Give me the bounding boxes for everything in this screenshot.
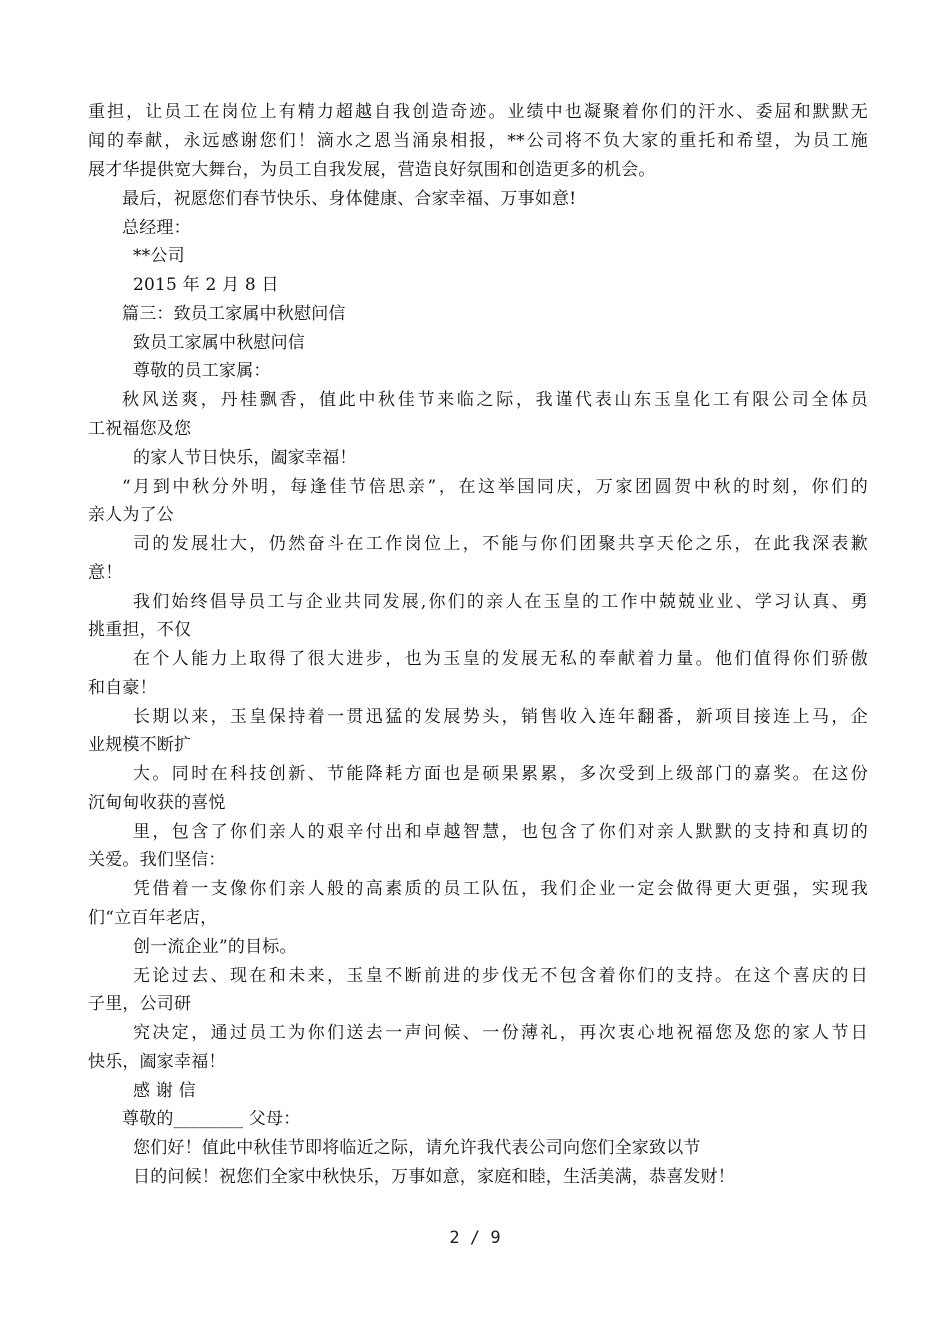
letter-title: 致员工家属中秋慰问信	[133, 333, 305, 353]
text-line: 秋风送爽，丹桂飘香，值此中秋佳节来临之际，我谨代表山东玉皇化工有限公司全体员	[122, 390, 868, 410]
text-line: 沉甸甸收获的喜悦	[88, 793, 226, 813]
text-line: “月到中秋分外明，每逢佳节倍思亲”，在这举国同庆，万家团圆贺中秋的时刻，你们的	[122, 477, 868, 497]
text-line: 司的发展壮大，仍然奋斗在工作岗位上，不能与你们团聚共享天伦之乐，在此我深表歉	[133, 534, 868, 554]
text-line: 在个人能力上取得了很大进步，也为玉皇的发展无私的奉献着力量。他们值得你们骄傲	[133, 649, 868, 669]
text-line: 最后，祝愿您们春节快乐、身体健康、合家幸福、万事如意!	[122, 189, 577, 209]
text-line: 凭借着一支像你们亲人般的高素质的员工队伍，我们企业一定会做得更大更强，实现我	[133, 879, 868, 899]
text-line: 无论过去、现在和未来，玉皇不断前进的步伐无不包含着你们的支持。在这个喜庆的日	[133, 966, 868, 986]
text-line: 闻的奉献，永远感谢您们！滴水之恩当涌泉相报，**公司将不负大家的重托和希望，为员工施	[88, 131, 868, 151]
text-line: 我们始终倡导员工与企业共同发展,你们的亲人在玉皇的工作中兢兢业业、学习认真、勇	[133, 592, 868, 612]
text-line: 究决定，通过员工为你们送去一声问候、一份薄礼，再次衷心地祝福您及您的家人节日	[133, 1023, 868, 1043]
text-line: 日的问候！祝您们全家中秋快乐，万事如意，家庭和睦，生活美满，恭喜发财！	[133, 1167, 735, 1187]
text-line: **公司	[133, 246, 185, 266]
text-line: 长期以来，玉皇保持着一贯迅猛的发展势头，销售收入连年翻番，新项目接连上马，企	[133, 707, 868, 727]
text-line: 大。同时在科技创新、节能降耗方面也是硕果累累，多次受到上级部门的嘉奖。在这份	[133, 764, 868, 784]
text-line: 里，包含了你们亲人的艰辛付出和卓越智慧，也包含了你们对亲人默默的支持和真切的	[133, 822, 868, 842]
text-line: 快乐，阖家幸福！	[88, 1052, 226, 1072]
section-heading: 篇三：致员工家属中秋慰问信	[122, 304, 346, 324]
text-line: 重担，让员工在岗位上有精力超越自我创造奇迹。业绩中也凝聚着你们的汗水、委屈和默默无	[88, 102, 868, 122]
letter-salutation: 尊敬的________ 父母：	[122, 1109, 301, 1129]
page-number: 2 / 9	[449, 1228, 501, 1248]
text-line: 子里，公司研	[88, 994, 192, 1014]
text-line: 的家人节日快乐，阖家幸福！	[133, 448, 357, 468]
text-line: 2015 年 2 月 8 日	[133, 275, 279, 295]
text-line: 您们好！值此中秋佳节即将临近之际，请允许我代表公司向您们全家致以节	[133, 1138, 701, 1158]
text-line: 们“立百年老店，	[88, 908, 218, 928]
text-line: 意！	[88, 563, 123, 583]
text-line: 总经理：	[122, 218, 191, 238]
text-line: 亲人为了公	[88, 505, 174, 525]
text-line: 创一流企业”的目标。	[133, 937, 297, 957]
text-line: 关爱。我们坚信：	[88, 850, 226, 870]
text-line: 和自豪！	[88, 678, 157, 698]
text-line: 展才华提供宽大舞台，为员工自我发展，营造良好氛围和创造更多的机会。	[88, 160, 656, 180]
letter-salutation: 尊敬的员工家属：	[133, 361, 271, 381]
thank-you-letter-title: 感 谢 信	[133, 1081, 196, 1101]
text-line: 挑重担，不仅	[88, 620, 192, 640]
text-line: 业规模不断扩	[88, 735, 192, 755]
text-line: 工祝福您及您	[88, 419, 192, 439]
